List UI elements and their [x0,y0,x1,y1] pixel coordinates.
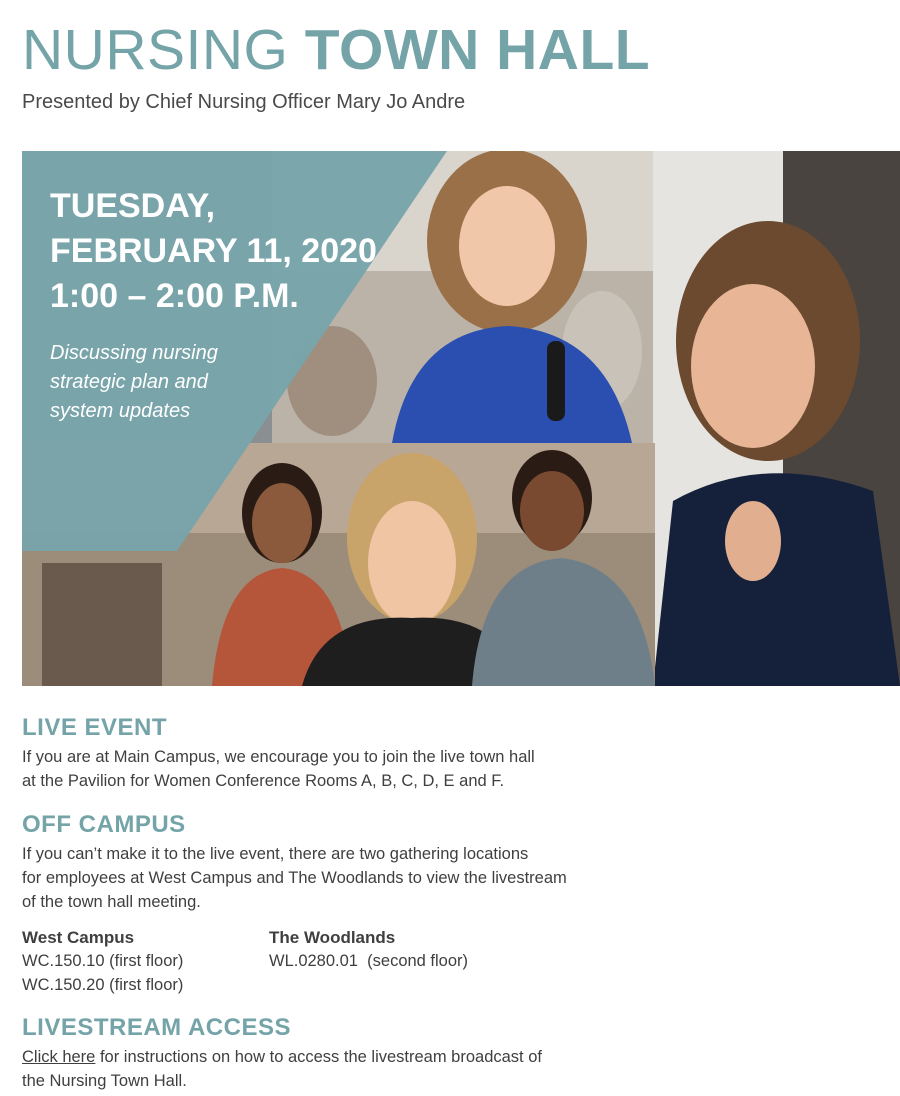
hero-collage [22,151,900,686]
west-campus-heading: West Campus [22,928,135,947]
text-line: of the town hall meeting. [22,893,201,911]
event-description [50,339,250,426]
livestream-text [22,1045,542,1093]
title-light: NURSING [22,18,289,82]
west-campus-room: WC.150.10 (first floor) [22,952,184,970]
text-line: at the Pavilion for Women Conference Rooms A, B, C, D, E and F. [22,772,505,790]
event-date: FEBRUARY 11, 2020 [50,232,377,270]
live-event-text [22,745,535,793]
event-date-time [50,184,377,319]
text-line: for employees at West Campus and The Woodlands to view the livestream [22,869,567,887]
click-here-link[interactable]: Click here [22,1048,96,1066]
off-campus-text [22,842,567,914]
woodlands-room: WL.0280.01 (second floor) [269,952,469,970]
photo-chief-nursing-officer [653,151,900,686]
description-line: strategic plan and [50,371,208,393]
page-title [22,20,650,80]
live-event-heading: LIVE EVENT [22,714,168,741]
text-line: If you are at Main Campus, we encourage you to join the live town hall [22,748,535,766]
livestream-heading: LIVESTREAM ACCESS [22,1014,291,1041]
off-campus-heading: OFF CAMPUS [22,811,186,838]
description-line: Discussing nursing [50,342,218,364]
woodlands-heading: The Woodlands [269,928,396,947]
event-day: TUESDAY, [50,187,216,225]
page-subtitle: Presented by Chief Nursing Officer Mary Jo Andre [22,91,466,113]
west-campus-room: WC.150.20 (first floor) [22,976,184,994]
event-time: 1:00 – 2:00 P.M. [50,277,299,315]
text-line: the Nursing Town Hall. [22,1072,187,1090]
description-line: system updates [50,400,191,422]
text-line: If you can’t make it to the live event, there are two gathering locations [22,845,529,863]
title-bold: TOWN HALL [304,18,651,82]
livestream-line-rest: for instructions on how to access the livestream broadcast of [95,1048,542,1066]
